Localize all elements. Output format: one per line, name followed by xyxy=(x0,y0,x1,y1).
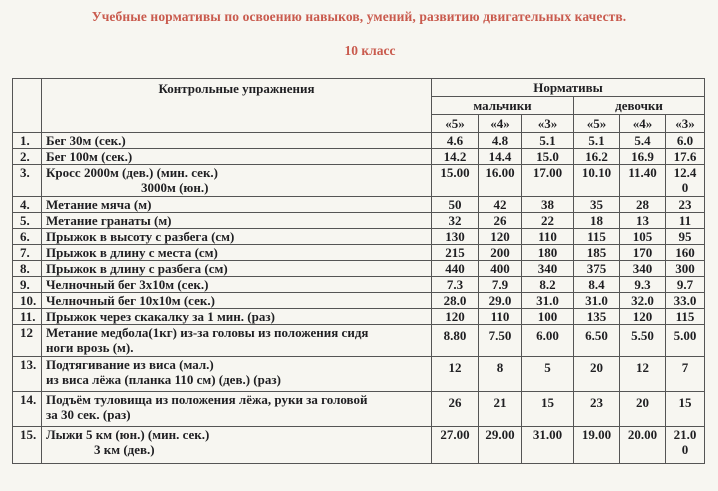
norm-value: 120 xyxy=(620,309,666,325)
norm-value: 19.00 xyxy=(574,427,620,464)
norm-value: 42 xyxy=(479,197,522,213)
norm-value: 33.0 xyxy=(666,293,705,309)
grade-subtitle: 10 класс xyxy=(344,43,396,58)
norm-value: 20 xyxy=(574,357,620,392)
norm-value: 300 xyxy=(666,261,705,277)
norm-value: 115 xyxy=(666,309,705,325)
norm-value: 21.0 0 xyxy=(666,427,705,464)
norm-value: 340 xyxy=(522,261,574,277)
exercise-name xyxy=(42,213,432,229)
exercise-name xyxy=(42,165,432,197)
norm-value: 5.1 xyxy=(522,133,574,149)
norm-value: 15.0 xyxy=(522,149,574,165)
norm-value: 6.00 xyxy=(522,325,574,357)
table-row xyxy=(13,133,705,149)
exercise-name xyxy=(42,229,432,245)
norm-value: 5 xyxy=(522,357,574,392)
exercise-line: Челночный бег 3х10м (сек.) xyxy=(46,277,209,292)
table-row xyxy=(13,197,705,213)
norms-table xyxy=(12,78,705,464)
norm-value: 17.6 xyxy=(666,149,705,165)
exercise-name xyxy=(42,427,432,464)
norm-value: 8.80 xyxy=(432,325,479,357)
exercise-line: Метание медбола(1кг) из-за головы из положения сидя xyxy=(46,325,369,340)
row-number: 8. xyxy=(13,261,42,277)
exercise-name xyxy=(42,309,432,325)
norm-value: 28.0 xyxy=(432,293,479,309)
exercise-line: Подтягивание из виса (мал.) xyxy=(46,357,214,372)
table-row xyxy=(13,213,705,229)
norm-value: 440 xyxy=(432,261,479,277)
norm-value: 14.4 xyxy=(479,149,522,165)
exercise-name xyxy=(42,149,432,165)
norm-value: 180 xyxy=(522,245,574,261)
row-number: 10. xyxy=(13,293,42,309)
norm-value: 22 xyxy=(522,213,574,229)
row-number: 4. xyxy=(13,197,42,213)
table-row xyxy=(13,229,705,245)
exercise-line: Прыжок в высоту с разбега (см) xyxy=(46,229,235,244)
norm-value: 17.00 xyxy=(522,165,574,197)
exercise-line: за 30 сек. (раз) xyxy=(46,407,131,422)
norm-value: 27.00 xyxy=(432,427,479,464)
norm-value: 185 xyxy=(574,245,620,261)
norm-value: 7.9 xyxy=(479,277,522,293)
row-number: 7. xyxy=(13,245,42,261)
norm-value: 32 xyxy=(432,213,479,229)
norm-value: 8.2 xyxy=(522,277,574,293)
norm-value: 170 xyxy=(620,245,666,261)
norm-value: 7 xyxy=(666,357,705,392)
norm-value: 23 xyxy=(666,197,705,213)
norm-value: 16.00 xyxy=(479,165,522,197)
norm-value: 105 xyxy=(620,229,666,245)
norm-value: 21 xyxy=(479,392,522,427)
norm-value: 6.50 xyxy=(574,325,620,357)
norm-value: 38 xyxy=(522,197,574,213)
norm-value: 4.6 xyxy=(432,133,479,149)
norm-value: 12 xyxy=(620,357,666,392)
header-boys: мальчики xyxy=(432,97,574,115)
norm-value: 8.4 xyxy=(574,277,620,293)
header-norms: Нормативы xyxy=(432,79,705,97)
table-row xyxy=(13,165,705,197)
exercise-name xyxy=(42,277,432,293)
exercise-line: Подъём туловища из положения лёжа, руки за головой xyxy=(46,392,368,407)
exercise-line: Метание мяча (м) xyxy=(46,197,152,212)
exercise-name xyxy=(42,392,432,427)
norm-value: 16.2 xyxy=(574,149,620,165)
row-number: 3. xyxy=(13,165,42,197)
grade-header-cell: «4» xyxy=(620,115,666,133)
exercise-name xyxy=(42,245,432,261)
norm-value: 215 xyxy=(432,245,479,261)
norm-value: 110 xyxy=(522,229,574,245)
norm-value: 32.0 xyxy=(620,293,666,309)
table-row xyxy=(13,325,705,357)
document-title: Учебные нормативы по освоению навыков, умений, развитию двигательных качеств. xyxy=(91,9,627,24)
norm-value: 5.4 xyxy=(620,133,666,149)
header-girls: девочки xyxy=(574,97,705,115)
table-row xyxy=(13,309,705,325)
exercise-line: Бег 100м (сек.) xyxy=(46,149,133,164)
norm-value: 28 xyxy=(620,197,666,213)
table-row xyxy=(13,149,705,165)
norm-value: 14.2 xyxy=(432,149,479,165)
norm-value: 100 xyxy=(522,309,574,325)
exercise-name xyxy=(42,293,432,309)
row-number: 6. xyxy=(13,229,42,245)
grade-header-cell: «3» xyxy=(522,115,574,133)
norm-value: 130 xyxy=(432,229,479,245)
norm-value: 18 xyxy=(574,213,620,229)
norm-value: 10.10 xyxy=(574,165,620,197)
table-row xyxy=(13,277,705,293)
norm-value: 26 xyxy=(479,213,522,229)
norm-value: 200 xyxy=(479,245,522,261)
table-row xyxy=(13,357,705,392)
norm-value: 15 xyxy=(522,392,574,427)
row-number: 2. xyxy=(13,149,42,165)
norm-value: 375 xyxy=(574,261,620,277)
norm-value: 50 xyxy=(432,197,479,213)
header-row-1 xyxy=(13,79,705,97)
table-row xyxy=(13,392,705,427)
norm-value: 110 xyxy=(479,309,522,325)
norm-value: 9.7 xyxy=(666,277,705,293)
exercise-line: Лыжи 5 км (юн.) (мин. сек.) xyxy=(46,427,210,442)
row-number: 9. xyxy=(13,277,42,293)
table-row xyxy=(13,427,705,464)
norm-value: 8 xyxy=(479,357,522,392)
norm-value: 7.3 xyxy=(432,277,479,293)
exercise-line: Челночный бег 10х10м (сек.) xyxy=(46,293,215,308)
norm-value: 9.3 xyxy=(620,277,666,293)
exercise-line: Метание гранаты (м) xyxy=(46,213,172,228)
row-number: 1. xyxy=(13,133,42,149)
norm-value: 160 xyxy=(666,245,705,261)
norm-value: 20.00 xyxy=(620,427,666,464)
norm-value: 135 xyxy=(574,309,620,325)
norm-value: 4.8 xyxy=(479,133,522,149)
norm-value: 26 xyxy=(432,392,479,427)
norm-value: 12 xyxy=(432,357,479,392)
norm-value: 15.00 xyxy=(432,165,479,197)
exercise-line: Кросс 2000м (дев.) (мин. сек.) xyxy=(46,165,219,180)
norm-value: 15 xyxy=(666,392,705,427)
exercise-line: из виса лёжа (планка 110 см) (дев.) (раз) xyxy=(46,372,281,387)
norm-value: 13 xyxy=(620,213,666,229)
exercise-line: Бег 30м (сек.) xyxy=(46,133,126,148)
exercise-name xyxy=(42,133,432,149)
row-number: 13. xyxy=(13,357,42,392)
grade-header-cell: «3» xyxy=(666,115,705,133)
header-exercises: Контрольные упражнения xyxy=(42,79,432,133)
norm-value: 120 xyxy=(432,309,479,325)
row-number: 12 xyxy=(13,325,42,357)
table-row xyxy=(13,245,705,261)
exercise-name xyxy=(42,197,432,213)
norm-value: 29.0 xyxy=(479,293,522,309)
exercise-line: 3000м (юн.) xyxy=(141,180,209,195)
exercise-name xyxy=(42,357,432,392)
exercise-name xyxy=(42,325,432,357)
norm-value: 115 xyxy=(574,229,620,245)
exercise-line: Прыжок в длину с разбега (см) xyxy=(46,261,228,276)
grade-header-cell: «4» xyxy=(479,115,522,133)
norm-value: 31.0 xyxy=(522,293,574,309)
grade-header-cell: «5» xyxy=(432,115,479,133)
norm-value: 340 xyxy=(620,261,666,277)
exercise-line: ноги врозь (м). xyxy=(46,340,134,355)
norm-value: 5.1 xyxy=(574,133,620,149)
norm-value: 23 xyxy=(574,392,620,427)
norm-value: 6.0 xyxy=(666,133,705,149)
norm-value: 95 xyxy=(666,229,705,245)
norm-value: 5.00 xyxy=(666,325,705,357)
norm-value: 11 xyxy=(666,213,705,229)
norm-value: 20 xyxy=(620,392,666,427)
norm-value: 400 xyxy=(479,261,522,277)
norm-value: 29.00 xyxy=(479,427,522,464)
exercise-line: Прыжок в длину с места (см) xyxy=(46,245,218,260)
row-number: 11. xyxy=(13,309,42,325)
grade-header-cell: «5» xyxy=(574,115,620,133)
row-number: 5. xyxy=(13,213,42,229)
norm-value: 7.50 xyxy=(479,325,522,357)
row-number: 15. xyxy=(13,427,42,464)
header-num-cell xyxy=(13,79,42,133)
norm-value: 31.0 xyxy=(574,293,620,309)
norm-value: 120 xyxy=(479,229,522,245)
norm-value: 11.40 xyxy=(620,165,666,197)
exercise-line: 3 км (дев.) xyxy=(94,442,155,457)
exercise-name xyxy=(42,261,432,277)
table-row xyxy=(13,261,705,277)
norm-value: 16.9 xyxy=(620,149,666,165)
exercise-line: Прыжок через скакалку за 1 мин. (раз) xyxy=(46,309,275,324)
norm-value: 35 xyxy=(574,197,620,213)
norm-value: 5.50 xyxy=(620,325,666,357)
norm-value: 31.00 xyxy=(522,427,574,464)
norm-value: 12.4 0 xyxy=(666,165,705,197)
row-number: 14. xyxy=(13,392,42,427)
table-row xyxy=(13,293,705,309)
